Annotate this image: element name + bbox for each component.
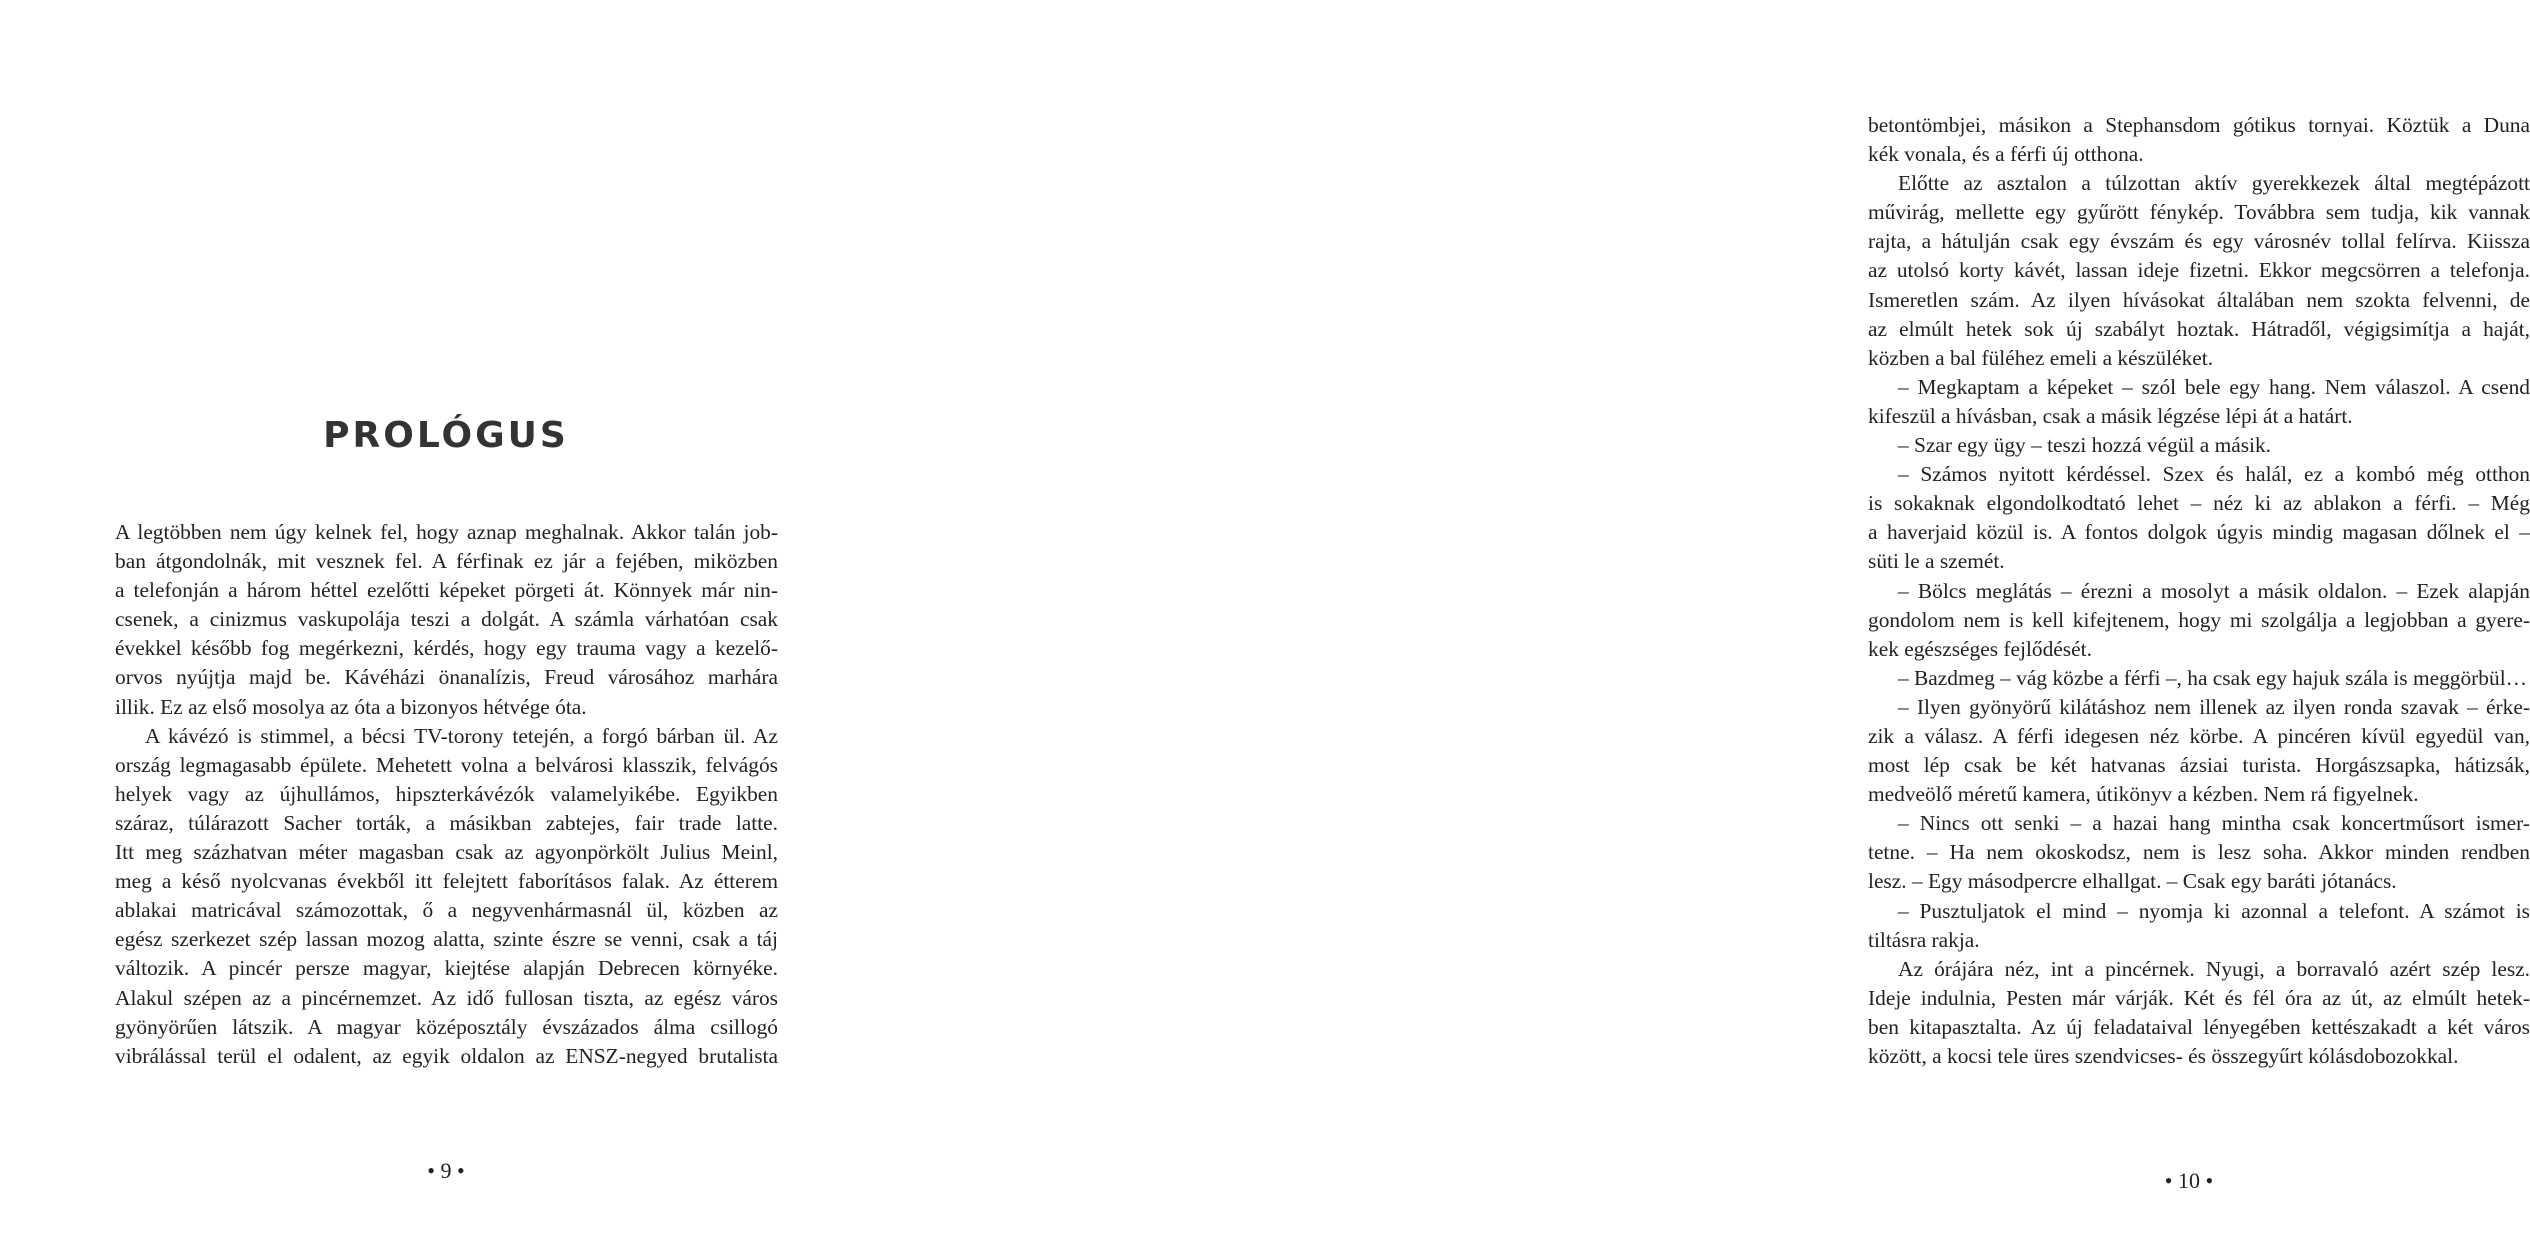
text-line: egész szerkezet szép lassan mozog alatta, szinte észre se venni, csak a táj xyxy=(115,927,778,952)
text-line: zik a válasz. A férfi idegesen néz körbe. A pincéren kívül egyedül van, xyxy=(1868,723,2530,748)
chapter-title: PROLÓGUS xyxy=(323,415,569,456)
right-page-body-text xyxy=(1868,111,2530,1071)
text-line: Előtte az asztalon a túlzottan aktív gyerekkezek által megtépázott xyxy=(1898,171,2530,196)
text-line: ban átgondolnák, mit vesznek fel. A férfinak ez jár a fejében, miközben xyxy=(115,549,778,574)
left-page xyxy=(0,0,877,1241)
text-line: meg a késő nyolcvanas évekből itt felejtett faborításos falak. Az étterem xyxy=(115,869,778,894)
text-line: változik. A pincér persze magyar, kiejtése alapján Debrecen környéke. xyxy=(115,956,778,981)
text-line: – Pusztuljatok el mind – nyomja ki azonnal a telefont. A számot is xyxy=(1898,898,2530,923)
text-line: csenek, a cinizmus vaskupolája teszi a dolgát. A számla várhatóan csak xyxy=(115,607,778,632)
text-line: vibrálással terül el odalent, az egyik oldalon az ENSZ-negyed brutalista xyxy=(115,1043,778,1068)
text-line: betontömbjei, másikon a Stephansdom gótikus tornyai. Köztük a Duna xyxy=(1868,113,2530,137)
text-line: lesz. – Egy másodpercre elhallgat. – Csak egy baráti jótanács. xyxy=(1868,869,2397,894)
text-line: süti le a szemét. xyxy=(1868,549,2005,574)
text-line: helyek vagy az újhullámos, hipszterkávézók valamelyikébe. Egyikben xyxy=(115,781,778,806)
text-line: – Szar egy ügy – teszi hozzá végül a másik. xyxy=(1898,433,2272,458)
text-line: tetne. – Ha nem okoskodsz, nem is lesz soha. Akkor minden rendben xyxy=(1868,840,2530,865)
right-page xyxy=(877,0,2530,1241)
text-line: közben a bal füléhez emeli a készüléket. xyxy=(1868,345,2214,370)
text-line: kék vonala, és a férfi új otthona. xyxy=(1868,142,2144,167)
text-line: – Megkaptam a képeket – szól bele egy hang. Nem válaszol. A csend xyxy=(1898,374,2530,399)
text-line: – Ilyen gyönyörű kilátáshoz nem illenek az ilyen ronda szavak – érke- xyxy=(1898,694,2530,719)
text-line: az elmúlt hetek sok új szabályt hoztak. Hátradől, végigsimítja a haját, xyxy=(1868,316,2530,341)
text-line: – Számos nyitott kérdéssel. Szex és halál, ez a kombó még otthon xyxy=(1898,462,2530,487)
text-line: kifeszül a hívásban, csak a másik légzése lépi át a határt. xyxy=(1868,403,2353,428)
text-line: ország legmagasabb épülete. Mehetett volna a belvárosi klasszik, felvágós xyxy=(115,752,778,777)
text-line: – Bazdmeg – vág közbe a férfi –, ha csak egy hajuk szála is meggörbül… xyxy=(1898,665,2528,690)
page-number-left: • 9 • xyxy=(427,1158,465,1183)
text-line: Itt meg százhatvan méter magasban csak az agyonpörkölt Julius Meinl, xyxy=(115,840,778,865)
text-line: rajta, a hátulján csak egy évszám és egy városnév tollal felírva. Kiissza xyxy=(1868,229,2530,254)
text-line: Ismeretlen szám. Az ilyen hívásokat általában nem szokta felvenni, de xyxy=(1868,287,2530,312)
text-line: ben kitapasztalta. Az új feladataival lényegében kettészakadt a két város xyxy=(1868,1014,2530,1039)
text-line: A kávézó is stimmel, a bécsi TV-torony tetején, a forgó bárban ül. Az xyxy=(145,723,778,748)
text-line: Az órájára néz, int a pincérnek. Nyugi, a borravaló azért szép lesz. xyxy=(1898,956,2530,981)
text-line: gondolom nem is kell kifejtenem, hogy mi szolgálja a legjobban a gyere- xyxy=(1868,607,2530,632)
page-number-right: • 10 • xyxy=(2164,1168,2214,1193)
text-line: is sokaknak elgondolkodtató lehet – néz ki az ablakon a férfi. – Még xyxy=(1868,491,2530,516)
left-page-body-text xyxy=(115,518,778,1071)
text-line: gyönyörűen látszik. A magyar középosztály évszázados álma csillogó xyxy=(115,1014,778,1039)
text-line: orvos nyújtja majd be. Kávéházi önanalízis, Freud városához marhára xyxy=(115,665,778,690)
text-line: – Bölcs meglátás – érezni a mosolyt a másik oldalon. – Ezek alapján xyxy=(1898,578,2530,603)
text-line: medveölő méretű kamera, útikönyv a kézben. Nem rá figyelnek. xyxy=(1868,782,2419,807)
text-line: Alakul szépen az a pincérnemzet. Az idő fullosan tiszta, az egész város xyxy=(115,985,778,1010)
text-line: kek egészséges fejlődését. xyxy=(1868,636,2092,661)
text-line: az utolsó korty kávét, lassan ideje fizetni. Ekkor megcsörren a telefonja. xyxy=(1868,258,2530,283)
text-line: most lép csak be két hatvanas ázsiai turista. Horgászsapka, hátizsák, xyxy=(1868,753,2530,778)
text-line: illik. Ez az első mosolya az óta a bizonyos hétvége óta. xyxy=(115,694,587,719)
text-line: művirág, mellette egy gyűrött fénykép. Továbbra sem tudja, kik vannak xyxy=(1868,200,2530,225)
text-line: között, a kocsi tele üres szendvicses- és összegyűrt kólásdobozokkal. xyxy=(1868,1044,2459,1068)
text-line: a haverjaid közül is. A fontos dolgok úgyis mindig magasan dőlnek el – xyxy=(1868,520,2530,545)
text-line: tiltásra rakja. xyxy=(1868,927,1980,952)
text-line: száraz, túlárazott Sacher torták, a másikban zabtejes, fair trade latte. xyxy=(115,810,778,835)
text-line: ablakai matricával számozottak, ő a negyvenhármasnál ül, közben az xyxy=(115,898,778,923)
text-line: a telefonján a három héttel ezelőtti képeket pörgeti át. Könnyek már nin- xyxy=(115,578,778,603)
text-line: – Nincs ott senki – a hazai hang mintha csak koncertműsort ismer- xyxy=(1898,811,2530,836)
text-line: A legtöbben nem úgy kelnek fel, hogy aznap meghalnak. Akkor talán job- xyxy=(115,520,778,544)
text-line: évekkel később fog megérkezni, kérdés, hogy egy trauma vagy a kezelő- xyxy=(115,636,778,661)
text-line: Ideje indulnia, Pesten már várják. Két és fél óra az út, az elmúlt hetek- xyxy=(1868,985,2530,1010)
